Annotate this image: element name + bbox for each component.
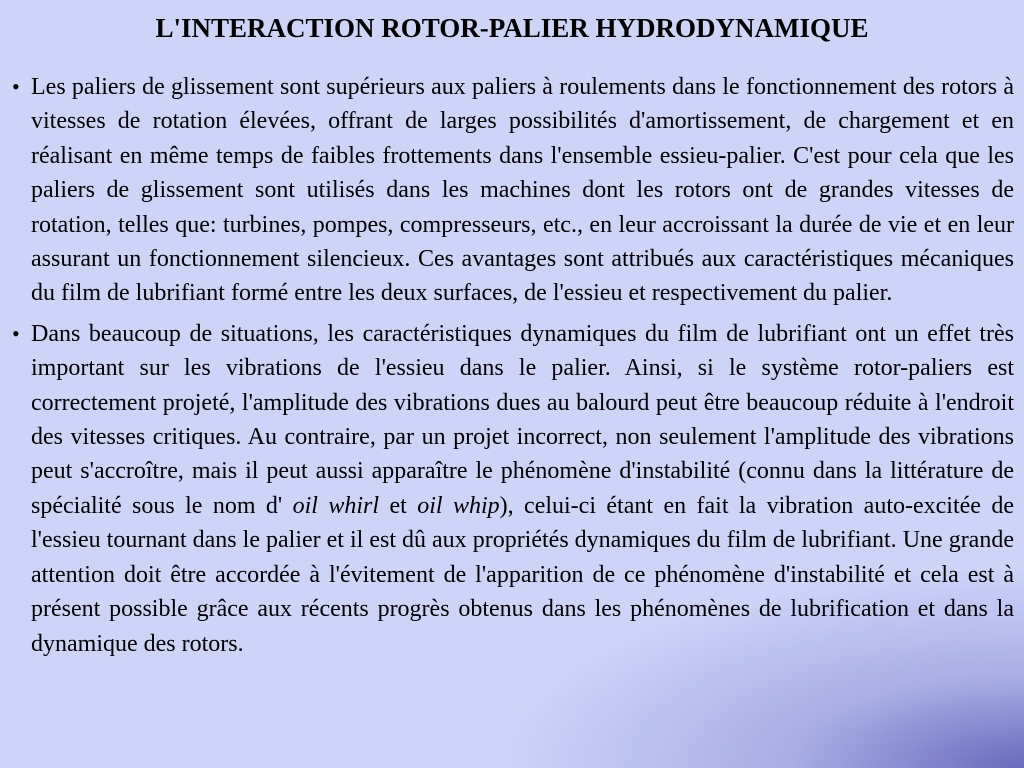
bullet-text-1: Les paliers de glissement sont supérieurs aux paliers à roulements dans le fonctionnement des rotors à vitesses de rotation élevées, offrant de larges possibilités d'amortissement, de chargement et en réalisant en même temps de faibles frottements dans l'ensemble essieu-palier. C'est pour cela que les paliers de glissement sont utilisés dans les machines dont les rotors ont de grandes vitesses de rotation, telles que: turbines, pompes, compresseurs, etc., en leur accroissant la durée de vie et en leur assurant un fonctionnement silencieux. Ces avantages sont attribués aux caractéristiques mécaniques du film de lubrifiant formé entre les deux surfaces, de l'essieu et respectivement du palier. — [31, 74, 1014, 307]
term-oil-whirl: oil whirl — [292, 492, 380, 519]
bullet-text-2-part-1: Dans beaucoup de situations, les caractéristiques dynamiques du film de lubrifiant ont un effet très important sur les vibrations de l'essieu dans le palier. Ainsi, si le système rotor-paliers est correctement projeté, l'amplitude des vibrations dues au balourd peut être beaucoup réduite à l'endroit des vitesses critiques. Au contraire, par un projet incorrect, non seulement l'amplitude des vibrations peut s'accroître, mais il peut aussi apparaître le phénomène d'instabilité (connu dans la littérature de spécialité sous le nom d' — [31, 320, 1014, 519]
bullet-item-2 — [12, 317, 1014, 661]
bullet-text-2-connector: et — [379, 492, 418, 519]
slide-title: L'INTERACTION ROTOR-PALIER HYDRODYNAMIQUE — [155, 13, 869, 43]
bullet-list — [12, 70, 1014, 661]
bullet-text-2-part-2: ), celui-ci étant en fait la vibration auto-excitée de l'essieu tournant dans le palier et il est dû aux propriétés dynamiques du film de lubrifiant. Une grande attention doit être accordée à l'évitement de l'apparition de ce phénomène d'instabilité et cela est à présent possible grâce aux récents progrès obtenus dans les phénomènes de lubrification et dans la dynamique des rotors. — [31, 492, 1014, 657]
bullet-dot-icon: • — [12, 74, 20, 99]
term-oil-whip: oil whip — [417, 492, 500, 519]
bullet-item-1 — [12, 70, 1014, 311]
bullet-dot-icon: • — [12, 320, 20, 346]
